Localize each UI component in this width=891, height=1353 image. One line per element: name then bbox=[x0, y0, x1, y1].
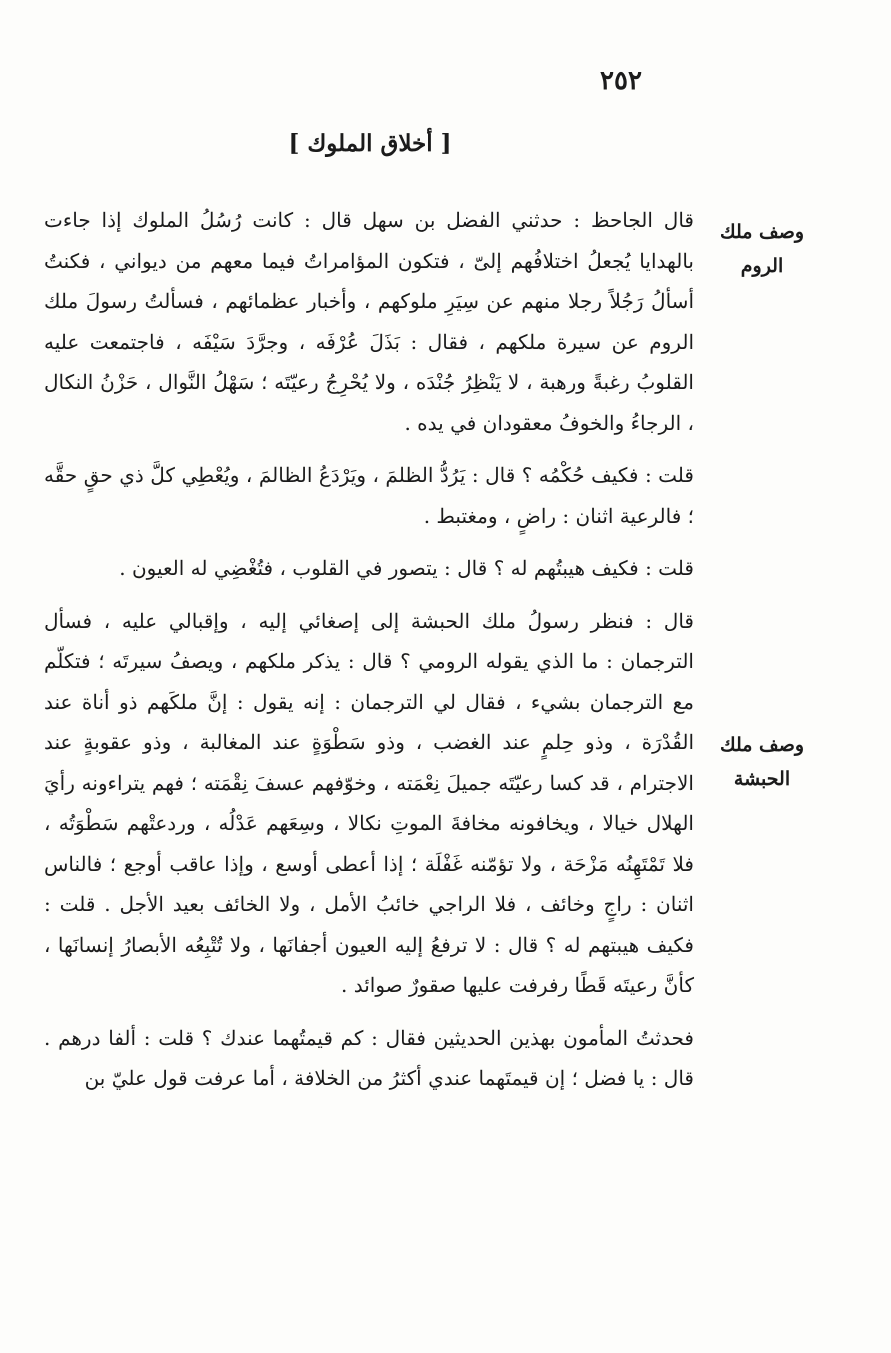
chapter-title: [ أخلاق الملوك ] bbox=[288, 130, 452, 157]
margin-note-habasha: وصف ملك الحبشة bbox=[719, 734, 805, 790]
page-number: ٢٥٢ bbox=[600, 66, 642, 96]
margin-note-rum: وصف ملك الروم bbox=[719, 221, 805, 277]
paragraph: قال الجاحظ : حدثني الفضل بن سهل قال : كانت رُسُلُ الملوك إذا جاءت بالهدايا يُجعلُ اختلافُهم إلىّ ، فتكون المؤامراتُ فيما معهم من ديواني ، فكنتُ أسألُ رَجُلاً رجلا منهم عن سِيَرِ ملوكهم ، وأخبار عظمائهم ، فسألتُ رسولَ ملك الروم عن سيرة ملكهم ، فقال : بَذَلَ عُرْفَه ، وجرَّدَ سَيْفَه ، فاجتمعت عليه القلوبُ رغبةً ورهبة ، لا يَنْظِرُ جُنْدَه ، ولا يُحْرِجُ رعيّتَه ؛ سَهْلُ النَّوال ، حَزْنُ النكال ، الرجاءُ والخوفُ معقودان في يده . bbox=[44, 208, 694, 435]
paragraph: فحدثتُ المأمون بهذين الحديثين فقال : كم قيمتُهما عندك ؟ قلت : ألفا درهم . قال : يا فضل ؛ إن قيمتَهما عندي أكثرُ من الخلافة ، أما عرفت قول عليّ بن bbox=[44, 1025, 694, 1090]
paragraph: قال : فنظر رسولُ ملك الحبشة إلى إصغائي إليه ، وإقبالي عليه ، فسأل الترجمان : ما الذي يقوله الرومي ؟ قال : يذكر ملكهم ، ويصفُ سيرتَه ؛ فتكلّم مع الترجمان بشيء ، فقال لي الترجمان : إنه يقول : إنَّ ملكَهم ذو أناة عند القُدْرَة ، وذو حِلمٍ عند الغضب ، وذو سَطْوَةٍ عند المغالبة ، وذو عقوبةٍ عند الاجترام ، قد كسا رعيّتَه جميلَ نِعْمَته ، وخوّفهم عسفَ نِقْمَته ؛ فهم يتراءونه رأيَ الهلال خيالا ، ويخافونه مخافةَ الموتِ نكالا ، وسِعَهم عَدْلُه ، وردعتْهم سَطْوَتُه ، فلا تَمْتَهِنُه مَزْحَة ، ولا تؤمّنه غَفْلَة ؛ إذا أعطى أوسع ، وإذا عاقب أوجع ؛ فالناس اثنان : راجٍ وخائف ، فلا الراجي خائبُ الأمل ، ولا الخائف بعيد الأجل . قلت : فكيف هيبتهم له ؟ قال : لا ترفعُ إليه العيون أجفانَها ، ولا تُتْبِعُه الأبصارُ إنسانَها ، كأنَّ رعيتَه قَطًا رفرفت عليها صقورٌ صوائد . bbox=[44, 608, 694, 997]
body-text bbox=[44, 200, 694, 1111]
paragraph: قلت : فكيف حُكْمُه ؟ قال : يَرُدُّ الظلمَ ، ويَرْدَعُ الظالمَ ، ويُعْطِي كلَّ ذي حقٍ حقَّه ؛ فالرعية اثنان : راضٍ ، ومغتبط . bbox=[44, 463, 694, 528]
paragraph: قلت : فكيف هيبتُهم له ؟ قال : يتصور في القلوب ، فتُغْضِي له العيون . bbox=[119, 556, 694, 580]
